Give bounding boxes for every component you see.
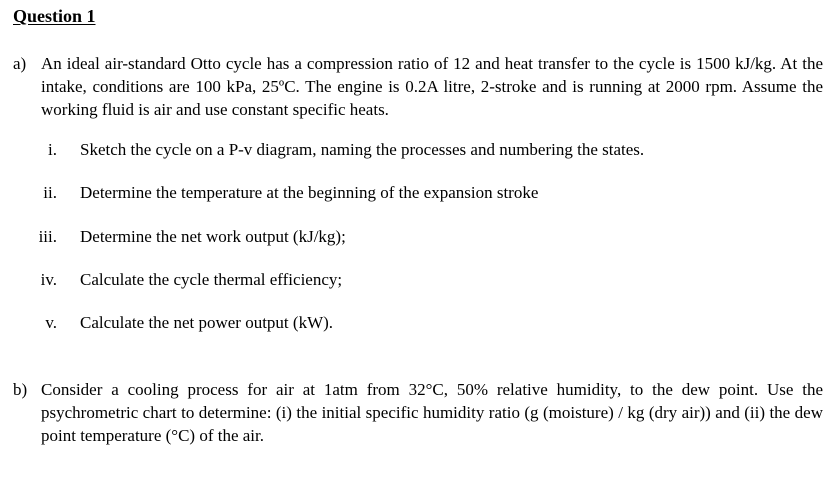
part-b	[13, 378, 823, 447]
part-a-text: An ideal air-standard Otto cycle has a compression ratio of 12 and heat transfer to the cycle is 1500 kJ/kg. At the intake, conditions are 100 kPa, 25ºC. The engine is 0.2A litre, 2-stroke and is running at 2000 rpm. Assume the working fluid is air and use constant specific heats.	[41, 54, 823, 119]
subpart-text: Calculate the net power output (kW).	[80, 313, 334, 332]
subpart-item	[30, 270, 810, 293]
part-b-label: b)	[13, 380, 28, 399]
subpart-item	[30, 140, 810, 163]
subpart-item	[30, 183, 810, 206]
subpart-item	[30, 313, 810, 336]
subpart-text: Determine the temperature at the beginning of the expansion stroke	[80, 183, 539, 202]
subpart-text: Calculate the cycle thermal efficiency;	[80, 270, 343, 289]
subpart-number: iv.	[40, 270, 57, 289]
subpart-number: i.	[48, 140, 57, 159]
subpart-text: Sketch the cycle on a P-v diagram, naming the processes and numbering the states.	[80, 140, 645, 159]
subpart-item	[30, 227, 810, 250]
subpart-text: Determine the net work output (kJ/kg);	[80, 227, 346, 246]
part-b-text: Consider a cooling process for air at 1atm from 32°C, 50% relative humidity, to the dew point. Use the psychrometric chart to determine: (i) the initial specific humidity ratio (g (moisture) / kg (dry air)) and (ii) the dew point temperature (°C) of the air.	[41, 380, 823, 445]
subpart-number: v.	[45, 313, 57, 332]
subpart-number: iii.	[38, 227, 57, 246]
subpart-number: ii.	[43, 183, 57, 202]
question-title: Question 1	[13, 6, 96, 26]
part-a	[13, 52, 823, 121]
part-a-label: a)	[13, 54, 27, 73]
